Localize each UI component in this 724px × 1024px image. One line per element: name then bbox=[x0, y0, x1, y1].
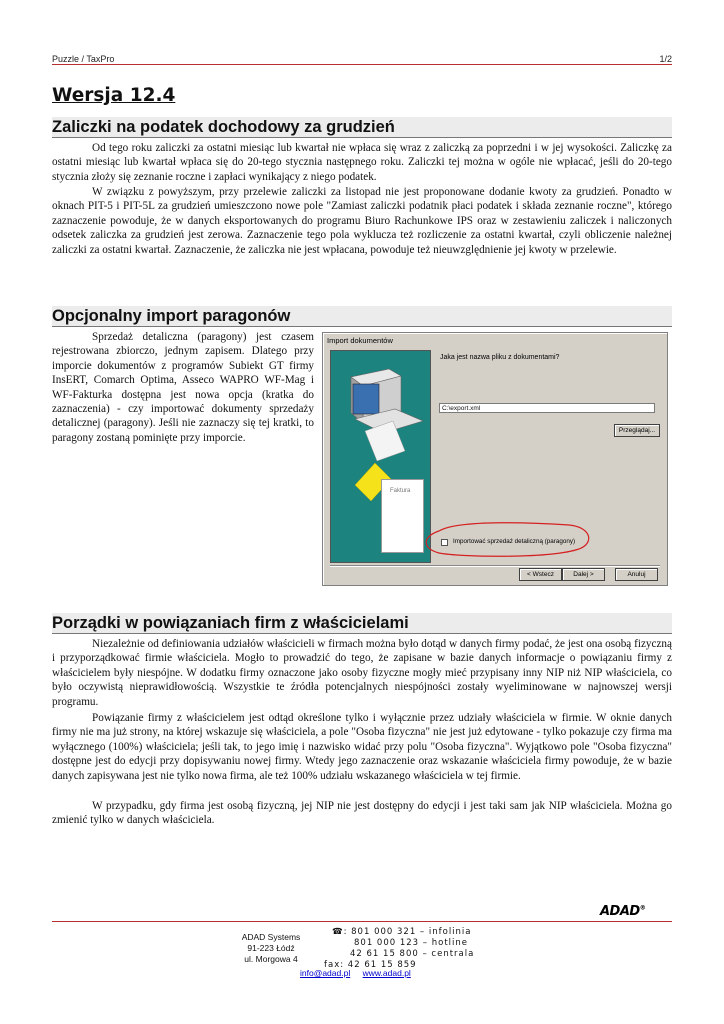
dialog-title: Import dokumentów bbox=[327, 336, 393, 345]
contact-line: 42 61 15 800 – centrala bbox=[350, 949, 475, 959]
paragraph: W związku z powyższym, przy przelewie zaliczki za listopad nie jest proponowane dodanie kwoty za grudzień. Ponadto w oknach PIT-5 i PIT-5L za grudzień umieszczono nowe pole "Zamiast zaliczki podatnik płaci podatek i składa zeznanie roczne", którego zaznaczenie powoduje, że w danych eksportowanych do programu Biuro Rachunkowe IPS oraz w zestawieniu zaliczek i naliczonych odsetek zaliczka za grudzień jest zerowa. Zaznaczenie tego pola wyklucza też rozliczenie za ostatni kwartał, czyli obliczenie należnej zaliczki za ostatni kwartał. Zaznaczenie, że zaliczka nie jest wpłacana, powoduje też nieuwzględnienie jej kwoty w przelewie. bbox=[52, 186, 672, 256]
invoice-label: Faktura bbox=[390, 488, 411, 494]
page-number: 1/2 bbox=[659, 54, 672, 64]
company-logo bbox=[600, 904, 645, 919]
back-button[interactable]: < Wstecz bbox=[519, 568, 562, 581]
cancel-button[interactable]: Anuluj bbox=[615, 568, 658, 581]
section-heading-text: Opcjonalny import paragonów bbox=[52, 307, 291, 325]
section-heading-text: Porządki w powiązaniach firm z właścicielami bbox=[52, 614, 409, 632]
next-button[interactable]: Dalej > bbox=[562, 568, 605, 581]
contact-line: ☎: 801 000 321 – infolinia bbox=[332, 927, 472, 937]
import-receipts-checkbox[interactable] bbox=[441, 539, 448, 546]
website-link[interactable]: www.adad.pl bbox=[362, 968, 411, 978]
wizard-illustration bbox=[330, 350, 431, 563]
address-line: 91-223 Łódź bbox=[247, 943, 295, 953]
dialog-question: Jaka jest nazwa pliku z dokumentami? bbox=[440, 354, 560, 361]
contact-line: 801 000 123 – hotline bbox=[354, 938, 468, 948]
invoice-document bbox=[381, 479, 424, 553]
section-heading-zaliczki bbox=[52, 117, 672, 138]
address-line: ADAD Systems bbox=[241, 932, 301, 942]
header-left-text: Puzzle / TaxPro bbox=[52, 54, 115, 64]
paragraph: Niezależnie od definiowania udziałów właścicieli w firmach można było dotąd w danych firmy podać, że jest ona osobą fizyczną i przyporządkować firmie właściciela. Mogło to prowadzić do tego, że zapisane w bazie danych informacje o powiązaniu firmy z właścicielem były niespójne. W dodatku firmy oznaczone jako osoby fizyczne mogły mieć przypisany inny NIP niż NIP właściciela, co było oczywistą nieprawidłowością. Wszystkie te źródła potencjalnych niespójności zostały wyeliminowane w najnowszej wersji programu. bbox=[52, 638, 672, 708]
paragraph: W przypadku, gdy firma jest osobą fizyczną, jej NIP nie jest dostępny do edycji i jest taki sam jak NIP właściciela. Można go zmienić tylko w danych właściciela. bbox=[52, 800, 672, 827]
email-link[interactable]: info@adad.pl bbox=[300, 968, 351, 978]
section-heading-import bbox=[52, 306, 672, 327]
browse-button[interactable]: Przeglądaj... bbox=[614, 424, 660, 437]
section-heading-text: Zaliczki na podatek dochodowy za grudzień bbox=[52, 118, 395, 136]
footer-divider bbox=[52, 921, 672, 922]
contact-numbers bbox=[324, 927, 474, 971]
company-address bbox=[230, 932, 312, 965]
dialog-separator bbox=[330, 565, 660, 567]
file-path-input[interactable]: C:\export.xml bbox=[439, 403, 655, 413]
import-receipts-label: Importować sprzedaż detaliczną (paragony) bbox=[453, 538, 576, 545]
header-divider bbox=[52, 64, 672, 65]
section-heading-porzadki bbox=[52, 613, 672, 634]
registered-mark: ® bbox=[639, 904, 646, 912]
document-title: Wersja 12.4 bbox=[52, 85, 176, 106]
address-line: ul. Morgowa 4 bbox=[244, 954, 298, 964]
paragraph: Powiązanie firmy z właścicielem jest odtąd określone tylko i wyłącznie przez udziały właściciela w firmie. W oknie danych firmy nie ma już strony, na której wskazuje się właściciela, a pole "Osoba fizyczna" nie jest już edytowane - tylko pokazuje czy firma ma wyłącznego (100%) właściciela; jeśli tak, to jego imię i nazwisko widać przy polu "Osoba fizyczna". Wyjątkowo pole "Osoba fizyczna" dostępne jest do edycji przy dopisywaniu nowej firmy. Wtedy jego zaznaczenie oraz wskazanie właściciela firmy powoduje, że w bazie danych zapisywana jest nie tylko nowa firma, ale też 100% udziału wskazanego właściciela w tej firmie. bbox=[52, 712, 672, 782]
paragraph: Sprzedaż detaliczna (paragony) jest czasem rejestrowana zbiorczo, jednym zapisem. Dlatego przy imporcie dokumentów z programów Subiekt GT firmy InsERT, Comarch Optima, Asseco WAPRO WF-Mag i WF-Fakturka dostępna jest nowa opcja (kratka do zaznaczenia) - czy importować dokumenty sprzedaży detalicznej (paragony). Jeśli nie zaznaczy się tej kratki, to paragony zostaną pominięte przy imporcie. bbox=[52, 331, 314, 444]
contact-line: fax: 42 61 15 859 bbox=[324, 960, 417, 970]
import-dialog-screenshot bbox=[322, 332, 668, 586]
logo-text: ADAD bbox=[600, 904, 640, 919]
paragraph: Od tego roku zaliczki za ostatni miesiąc lub kwartał nie wpłaca się wraz z zaliczką za poprzedni i w jej wysokości. Zaliczkę za ostatni miesiąc lub kwartał wpłaca się do 20-tego stycznia następnego roku. Zaliczki tej można w ogóle nie wpłacać, jeśli do 20-tego stycznia złoży się zeznanie roczne i zapłaci wynikający z niego podatek. bbox=[52, 142, 672, 183]
footer-links bbox=[300, 968, 421, 978]
